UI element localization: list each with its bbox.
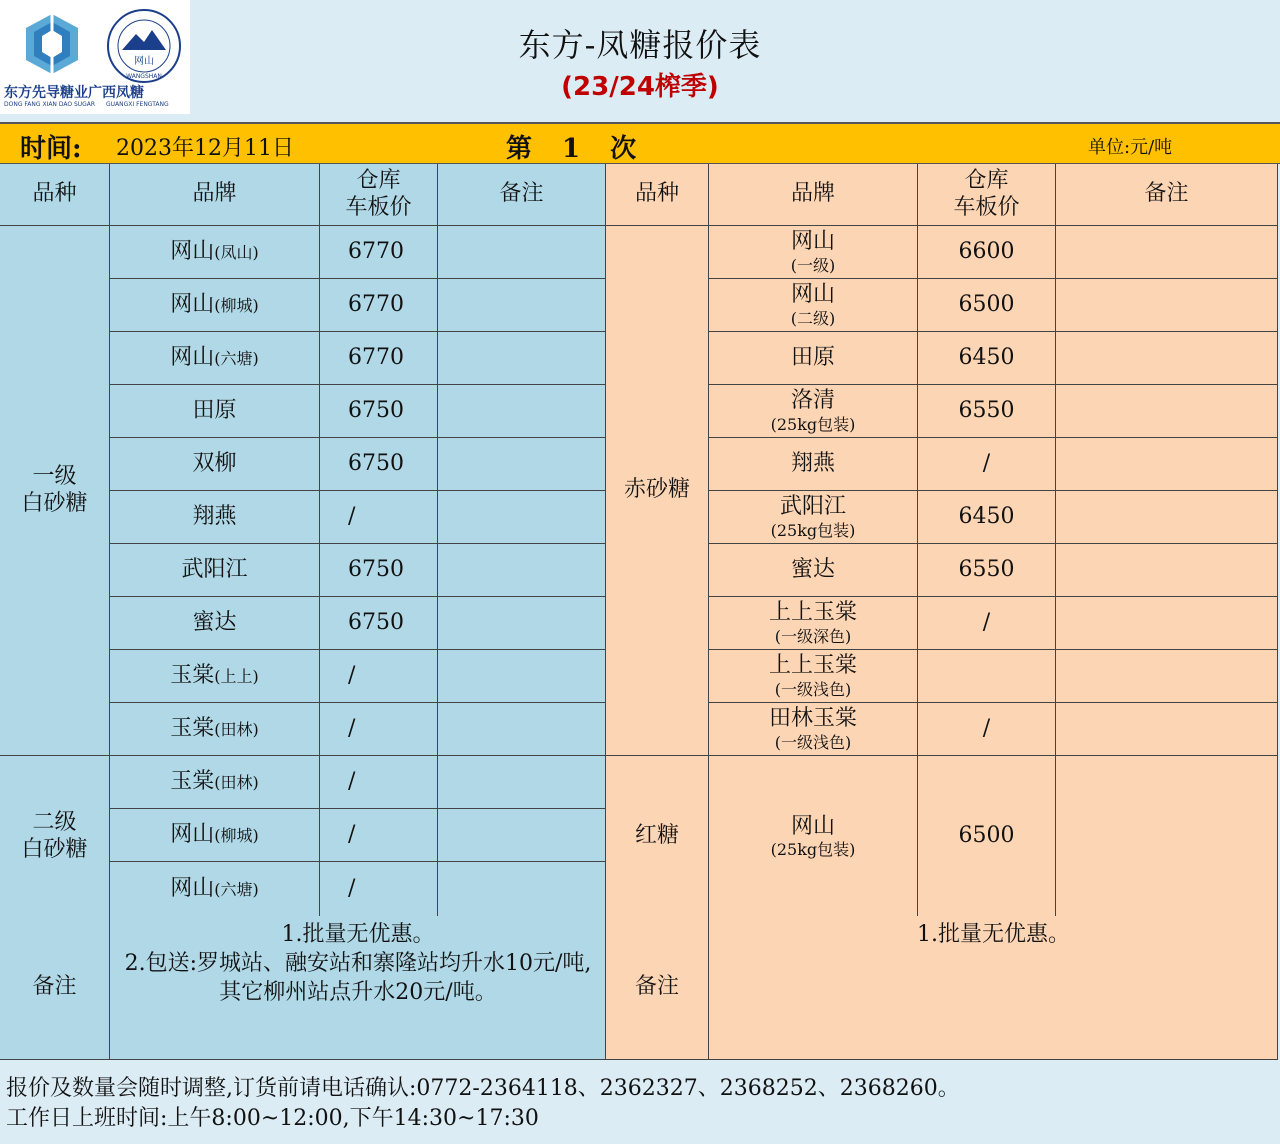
variety-text: 一级 <box>32 464 77 490</box>
logo-brand-text: 东方先导糖业广西凤糖 <box>4 85 144 101</box>
brand-note: (柳城) <box>214 295 259 315</box>
right-price-cell <box>918 650 1056 703</box>
logo-left-subtitle: DONG FANG XIAN DAO SUGAR <box>4 101 96 108</box>
info-bar <box>0 122 1280 164</box>
brand-name: 网山 <box>170 821 215 847</box>
variety-text: 白砂糖 <box>21 490 88 516</box>
price-value: 6750 <box>348 397 404 423</box>
right-variety-cell <box>606 756 709 918</box>
brand-name: 网山 <box>790 229 835 255</box>
right-remark-cell <box>1056 438 1278 491</box>
left-brand-cell <box>110 385 320 438</box>
right-header-price <box>918 164 1056 226</box>
left-brand-cell <box>110 544 320 597</box>
left-remark-cell <box>438 279 606 332</box>
header-text: 仓库 <box>964 168 1009 194</box>
brand-name: 田原 <box>790 344 835 370</box>
right-remark-cell <box>1056 650 1278 703</box>
brand-name: 田原 <box>192 397 237 423</box>
right-header-remark <box>1056 164 1278 226</box>
brand-note: (柳城) <box>214 825 259 845</box>
right-brand-cell <box>709 703 918 756</box>
header-text: 仓库 <box>356 168 401 194</box>
price-value: 6500 <box>958 291 1015 317</box>
variety-text: 红糖 <box>634 823 679 849</box>
left-remark-cell <box>438 226 606 279</box>
right-price-cell <box>918 438 1056 491</box>
price-value: 6750 <box>348 609 404 635</box>
right-remark-cell <box>1056 279 1278 332</box>
price-value: / <box>982 609 991 635</box>
left-variety-cell <box>0 226 110 756</box>
left-note-cell <box>110 916 606 1060</box>
right-price-cell <box>918 544 1056 597</box>
left-brand-cell <box>110 862 320 918</box>
brand-name: 上上玉棠 <box>768 600 857 626</box>
right-brand-cell <box>709 438 918 491</box>
right-price-cell <box>918 703 1056 756</box>
note-label: 备注 <box>32 974 77 1000</box>
brand-name: 网山 <box>170 291 215 317</box>
right-remark-cell <box>1056 597 1278 650</box>
left-remark-cell <box>438 597 606 650</box>
brand-note: (凤山) <box>214 242 259 262</box>
brand-name: 网山 <box>790 282 835 308</box>
right-brand-cell <box>709 650 918 703</box>
brand-name: 翔燕 <box>790 450 835 476</box>
brand-note: (二级) <box>790 308 836 328</box>
right-remark-cell <box>1056 491 1278 544</box>
brand-name: 蜜达 <box>790 556 835 582</box>
left-price-cell <box>320 703 438 756</box>
unit-label: 单位:元/吨 <box>1088 137 1173 158</box>
brand-note: (上上) <box>214 666 259 686</box>
left-remark-cell <box>438 703 606 756</box>
brand-note: (一级) <box>790 255 836 275</box>
brand-wrap <box>170 345 259 371</box>
price-value: 6770 <box>348 344 404 370</box>
left-remark-cell <box>438 491 606 544</box>
brand-note: (六塘) <box>214 880 259 900</box>
left-price-cell <box>320 597 438 650</box>
brand-wrap <box>170 239 259 265</box>
right-brand-cell <box>709 597 918 650</box>
left-variety-cell <box>0 756 110 918</box>
left-remark-cell <box>438 809 606 862</box>
left-price-cell <box>320 544 438 597</box>
right-brand-cell <box>709 544 918 597</box>
price-value: / <box>348 876 356 902</box>
left-price-cell <box>320 809 438 862</box>
brand-note: (田林) <box>214 772 259 792</box>
left-brand-cell <box>110 438 320 491</box>
variety-text: 二级 <box>32 810 77 836</box>
variety-text: 白砂糖 <box>21 836 88 862</box>
brand-name: 上上玉棠 <box>768 653 857 679</box>
brand-name: 网山 <box>170 344 215 370</box>
right-note-cell <box>709 916 1278 1060</box>
price-value: / <box>348 715 356 741</box>
footer-contact-line: 报价及数量会随时调整,订货前请电话确认:0772-2364118、2362327、2368252、2368260。 <box>6 1076 960 1101</box>
brand-note: (一级浅色) <box>774 679 852 699</box>
brand-note: (一级浅色) <box>774 732 852 752</box>
svg-text:WANGSHAN: WANGSHAN <box>126 73 162 80</box>
right-price-cell <box>918 385 1056 438</box>
price-value: / <box>348 768 356 794</box>
left-brand-cell <box>110 703 320 756</box>
left-header-remark <box>438 164 606 226</box>
price-value: 6750 <box>348 450 404 476</box>
note-label: 备注 <box>634 974 679 1000</box>
brand-name: 网山 <box>170 876 215 902</box>
right-remark-cell <box>1056 385 1278 438</box>
brand-wrap <box>170 876 259 902</box>
header-text: 品牌 <box>790 181 835 207</box>
left-header-variety <box>0 164 110 226</box>
note-line: 2.包送:罗城站、融安站和寨隆站均升水10元/吨,其它柳州站点升水20元/吨。 <box>124 951 592 1005</box>
left-remark-cell <box>438 438 606 491</box>
right-remark-cell <box>1056 756 1278 918</box>
header-text: 车板价 <box>345 194 412 220</box>
brand-name: 洛清 <box>790 388 835 414</box>
price-value: 6750 <box>348 556 404 582</box>
right-header-brand <box>709 164 918 226</box>
price-value: 6450 <box>958 344 1015 370</box>
footer-hours-line: 工作日上班时间:上午8:00~12:00,下午14:30~17:30 <box>6 1106 539 1131</box>
price-value: / <box>982 450 991 476</box>
left-brand-cell <box>110 597 320 650</box>
left-brand-cell <box>110 491 320 544</box>
price-value: 6550 <box>958 556 1015 582</box>
round-label: 第 1 次 <box>506 134 639 164</box>
brand-note: (25kg包装) <box>770 414 856 434</box>
left-remark-cell <box>438 756 606 809</box>
brand-name: 蜜达 <box>192 609 237 635</box>
right-price-cell <box>918 226 1056 279</box>
brand-name: 武阳江 <box>779 494 846 520</box>
right-remark-cell <box>1056 703 1278 756</box>
brand-wrap <box>170 769 259 795</box>
variety-text: 赤砂糖 <box>623 477 690 503</box>
left-brand-cell <box>110 279 320 332</box>
svg-text:网山: 网山 <box>134 56 154 67</box>
brand-note: (25kg包装) <box>770 520 856 540</box>
left-remark-cell <box>438 862 606 918</box>
header-text: 品种 <box>634 181 679 207</box>
left-price-cell <box>320 862 438 918</box>
price-value: 6770 <box>348 238 404 264</box>
right-variety-cell <box>606 226 709 756</box>
right-remark-cell <box>1056 226 1278 279</box>
brand-wrap <box>170 292 259 318</box>
left-brand-cell <box>110 756 320 809</box>
header-text: 品牌 <box>192 181 237 207</box>
price-value: 6600 <box>958 238 1015 264</box>
price-value: / <box>348 821 356 847</box>
page-title: 东方-凤糖报价表 <box>518 26 762 64</box>
brand-name: 网山 <box>790 813 835 839</box>
brand-name: 武阳江 <box>181 556 248 582</box>
logo-right-subtitle: GUANGXI FENGTANG <box>106 101 169 108</box>
left-remark-cell <box>438 332 606 385</box>
right-remark-cell <box>1056 332 1278 385</box>
header-text: 品种 <box>32 181 77 207</box>
brand-name: 双柳 <box>192 450 237 476</box>
left-price-cell <box>320 385 438 438</box>
header <box>0 0 1280 122</box>
brand-note: (一级深色) <box>774 626 852 646</box>
brand-wrap <box>170 716 259 742</box>
right-brand-cell <box>709 385 918 438</box>
right-price-cell <box>918 332 1056 385</box>
left-brand-cell <box>110 650 320 703</box>
header-text: 备注 <box>499 181 544 207</box>
price-value: 6500 <box>958 823 1015 849</box>
header-text: 车板价 <box>953 194 1020 220</box>
left-header-brand <box>110 164 320 226</box>
note-line: 1.批量无优惠。 <box>917 922 1070 947</box>
left-price-cell <box>320 756 438 809</box>
brand-name: 网山 <box>170 238 215 264</box>
left-remark-cell <box>438 544 606 597</box>
header-text: 备注 <box>1144 181 1189 207</box>
right-price-cell <box>918 279 1056 332</box>
right-note-label <box>606 916 709 1060</box>
left-price-cell <box>320 332 438 385</box>
price-value: 6550 <box>958 397 1015 423</box>
right-remark-cell <box>1056 544 1278 597</box>
left-price-cell <box>320 491 438 544</box>
right-notes <box>709 916 1278 953</box>
brand-name: 玉棠 <box>170 715 215 741</box>
date-label: 时间: <box>20 134 82 164</box>
date-value: 2023年12月11日 <box>116 136 294 161</box>
season-label: (23/24榨季) <box>561 72 719 102</box>
price-value: / <box>982 715 991 741</box>
price-value: 6450 <box>958 503 1015 529</box>
right-brand-cell <box>709 279 918 332</box>
left-price-cell <box>320 279 438 332</box>
brand-note: (25kg包装) <box>770 840 856 860</box>
brand-wrap <box>170 663 259 689</box>
price-value: / <box>348 662 356 688</box>
right-brand-cell <box>709 491 918 544</box>
left-price-cell <box>320 650 438 703</box>
brand-note: (六塘) <box>214 348 259 368</box>
price-value: 6770 <box>348 291 404 317</box>
right-brand-cell <box>709 756 918 918</box>
brand-name: 田林玉棠 <box>768 706 857 732</box>
left-price-cell <box>320 226 438 279</box>
left-remark-cell <box>438 650 606 703</box>
left-brand-cell <box>110 332 320 385</box>
brand-name: 翔燕 <box>192 503 237 529</box>
brand-name: 玉棠 <box>170 768 215 794</box>
left-notes <box>110 916 606 1011</box>
left-price-cell <box>320 438 438 491</box>
left-remark-cell <box>438 385 606 438</box>
price-value: / <box>348 503 356 529</box>
right-brand-cell <box>709 226 918 279</box>
right-header-variety <box>606 164 709 226</box>
right-price-cell <box>918 491 1056 544</box>
note-line: 1.批量无优惠。 <box>281 922 435 947</box>
left-brand-cell <box>110 809 320 862</box>
footer <box>6 1074 960 1134</box>
brand-note: (田林) <box>214 719 259 739</box>
right-brand-cell <box>709 332 918 385</box>
left-note-label <box>0 916 110 1060</box>
brand-wrap <box>170 822 259 848</box>
brand-name: 玉棠 <box>170 662 215 688</box>
right-price-cell <box>918 756 1056 918</box>
left-brand-cell <box>110 226 320 279</box>
right-price-cell <box>918 597 1056 650</box>
left-header-price <box>320 164 438 226</box>
